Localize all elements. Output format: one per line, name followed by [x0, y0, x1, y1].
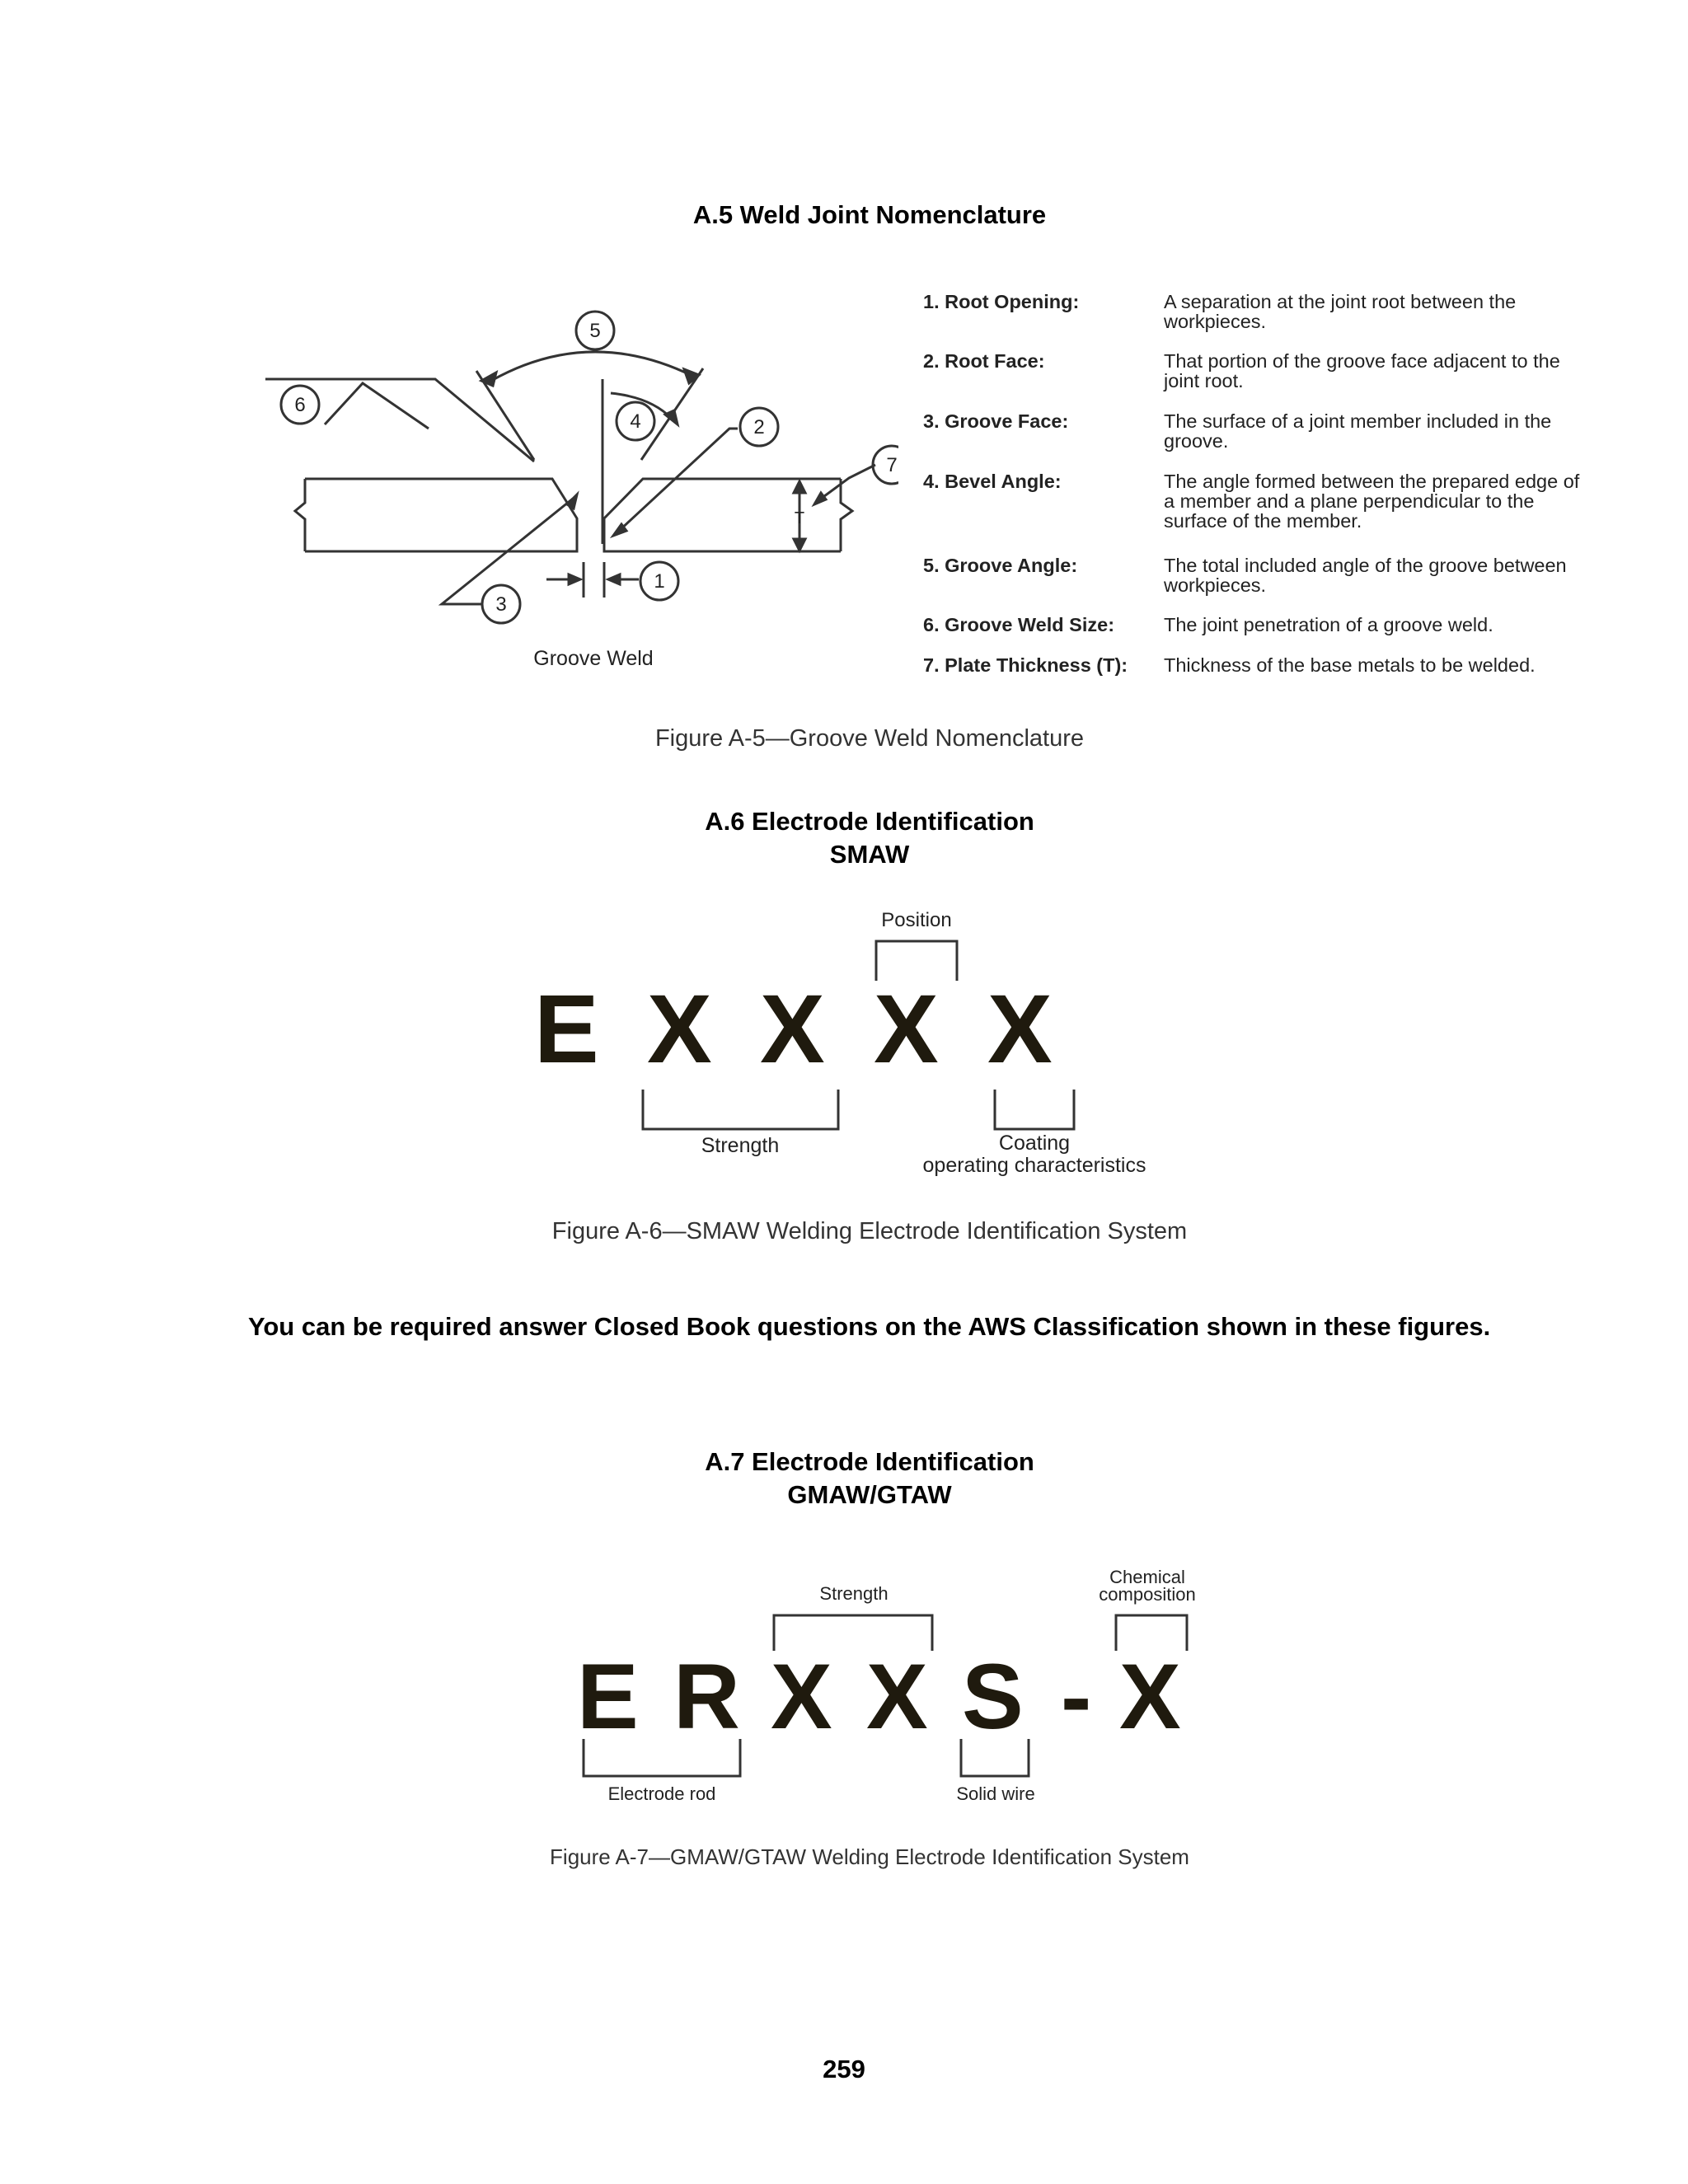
- left-plate: [305, 479, 577, 551]
- position-label: Position: [881, 909, 952, 931]
- right-plate-break: [841, 479, 852, 551]
- definition-text: The surface of a joint member included in the groove.: [1164, 410, 1552, 452]
- callout-6-label: 6: [294, 394, 306, 416]
- left-plate-break: [295, 479, 305, 551]
- groove-weld-label: Groove Weld: [533, 647, 654, 670]
- smaw-letter: X: [760, 975, 825, 1084]
- section-a5-title: A.5 Weld Joint Nomenclature: [692, 200, 1047, 229]
- definition-text: The angle formed between the prepared edge of a member and a plane perpendicular to the surface of the member.: [1164, 471, 1580, 532]
- weld-size-line: [265, 379, 534, 462]
- definition-term: 6. Groove Weld Size:: [923, 614, 1115, 635]
- definition-text: A separation at the joint root between the workpieces.: [1164, 291, 1517, 332]
- gmaw-letter: X: [771, 1645, 832, 1748]
- definition-term: 5. Groove Angle:: [923, 555, 1078, 576]
- figure-a6-caption: Figure A-6—SMAW Welding Electrode Identification System: [551, 1218, 1188, 1244]
- smaw-letter: X: [987, 975, 1053, 1084]
- section-a7-subtitle: GMAW/GTAW: [787, 1480, 952, 1509]
- closed-book-note: You can be required answer Closed Book questions on the AWS Classification shown in these figures.: [248, 1312, 1491, 1341]
- smaw-letter: E: [534, 975, 599, 1084]
- groove-weld-diagram: [256, 297, 898, 684]
- coating-bracket: [995, 1090, 1074, 1129]
- callout-4-label: 4: [630, 410, 641, 433]
- definition-text: Thickness of the base metals to be welded.: [1164, 654, 1536, 676]
- smaw-letter: X: [874, 975, 939, 1084]
- gmaw-strength-bracket: [774, 1615, 932, 1651]
- section-a7-title: A.7 Electrode Identification: [705, 1447, 1034, 1476]
- callout-2-label: 2: [753, 416, 765, 438]
- definition-term: 3. Groove Face:: [923, 410, 1069, 432]
- definition-text: The joint penetration of a groove weld.: [1164, 614, 1493, 635]
- wire-bracket: [961, 1739, 1029, 1776]
- callout-7-label: 7: [886, 454, 898, 476]
- callout-1-label: 1: [654, 570, 665, 593]
- operating-characteristics-label: operating characteristics: [922, 1154, 1146, 1177]
- definition-text: That portion of the groove face adjacent to the joint root.: [1164, 350, 1560, 391]
- callout-3-label: 3: [495, 593, 507, 616]
- gmaw-letter: S: [962, 1645, 1024, 1748]
- groove-angle-arc: [491, 352, 692, 381]
- gmaw-letter: X: [1119, 1645, 1181, 1748]
- electrode-rod-label: Electrode rod: [607, 1783, 716, 1804]
- thickness-marker: T: [794, 509, 805, 527]
- composition-label: composition: [1099, 1584, 1196, 1605]
- definition-term: 7. Plate Thickness (T):: [923, 654, 1128, 676]
- callout-5-label: 5: [589, 320, 601, 342]
- gmaw-letter: E: [577, 1645, 639, 1748]
- solid-wire-label: Solid wire: [956, 1783, 1035, 1804]
- chem-bracket: [1116, 1615, 1187, 1651]
- definition-text: The total included angle of the groove between workpieces.: [1164, 555, 1567, 596]
- gmaw-letter: R: [673, 1645, 740, 1748]
- coating-label: Coating: [998, 1132, 1071, 1155]
- rod-bracket: [584, 1739, 740, 1776]
- page-number: 259: [823, 2055, 865, 2083]
- gmaw-strength-label: Strength: [819, 1583, 889, 1604]
- gmaw-letter: X: [866, 1645, 928, 1748]
- smaw-brackets: [626, 931, 1088, 1137]
- bevel-angle-arc: [611, 393, 672, 419]
- section-a6-subtitle: SMAW: [829, 840, 910, 869]
- definition-term: 1. Root Opening:: [923, 291, 1080, 312]
- smaw-letter: X: [647, 975, 712, 1084]
- strength-bracket: [643, 1090, 838, 1129]
- definition-term: 4. Bevel Angle:: [923, 471, 1062, 492]
- position-bracket: [876, 941, 957, 981]
- gmaw-letter: -: [1061, 1645, 1092, 1748]
- chemical-label: Chemical: [1109, 1567, 1185, 1587]
- definition-term: 2. Root Face:: [923, 350, 1045, 372]
- section-a6-title: A.6 Electrode Identification: [705, 807, 1034, 836]
- gmaw-brackets: [569, 1599, 1195, 1788]
- figure-a5-caption: Figure A-5—Groove Weld Nomenclature: [654, 725, 1085, 752]
- figure-a7-caption: Figure A-7—GMAW/GTAW Welding Electrode Identification System: [550, 1844, 1189, 1869]
- strength-label: Strength: [701, 1134, 780, 1157]
